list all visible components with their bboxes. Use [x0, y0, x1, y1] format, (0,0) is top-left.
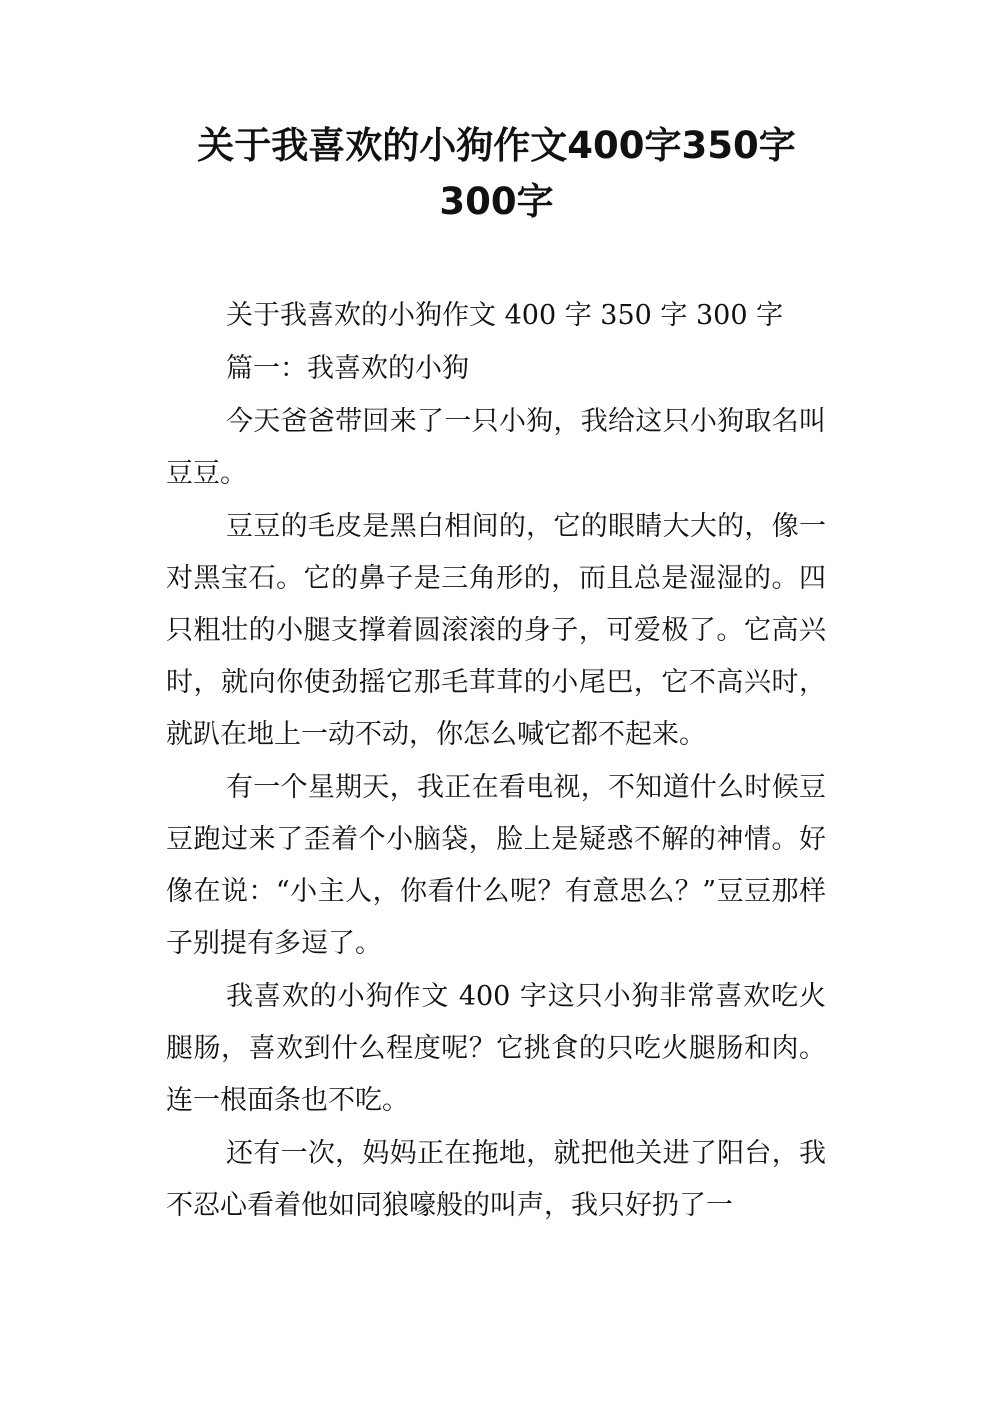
document-title	[120, 118, 873, 230]
paragraph: 还有一次，妈妈正在拖地，就把他关进了阳台，我不忍心看着他如同狼嚎般的叫声，我只好扔了一	[166, 1138, 826, 1221]
title-line-2: 300字	[439, 180, 554, 223]
paragraph: 我喜欢的小狗作文 400 字这只小狗非常喜欢吃火腿肠，喜欢到什么程度呢？它挑食的只吃火腿肠和肉。连一根面条也不吃。	[166, 981, 826, 1116]
paragraph: 豆豆的毛皮是黑白相间的，它的眼睛大大的，像一对黑宝石。它的鼻子是三角形的，而且总是湿湿的。四只粗壮的小腿支撑着圆滚滚的身子，可爱极了。它高兴时，就向你使劲摇它那毛茸茸的小尾巴，它不高兴时，就趴在地上一动不动，你怎么喊它都不起来。	[166, 511, 826, 750]
document-body	[166, 290, 826, 1233]
title-line-1: 关于我喜欢的小狗作文400字350字	[197, 124, 796, 167]
paragraph-subtitle: 关于我喜欢的小狗作文 400 字 350 字 300 字	[226, 300, 784, 331]
paragraph-section-heading: 篇一：我喜欢的小狗	[226, 353, 469, 384]
paragraph: 有一个星期天，我正在看电视，不知道什么时候豆豆跑过来了歪着个小脑袋，脸上是疑惑不解的神情。好像在说：“小主人，你看什么呢？有意思么？”豆豆那样子别提有多逗了。	[166, 772, 826, 959]
paragraph: 今天爸爸带回来了一只小狗，我给这只小狗取名叫豆豆。	[166, 406, 826, 489]
